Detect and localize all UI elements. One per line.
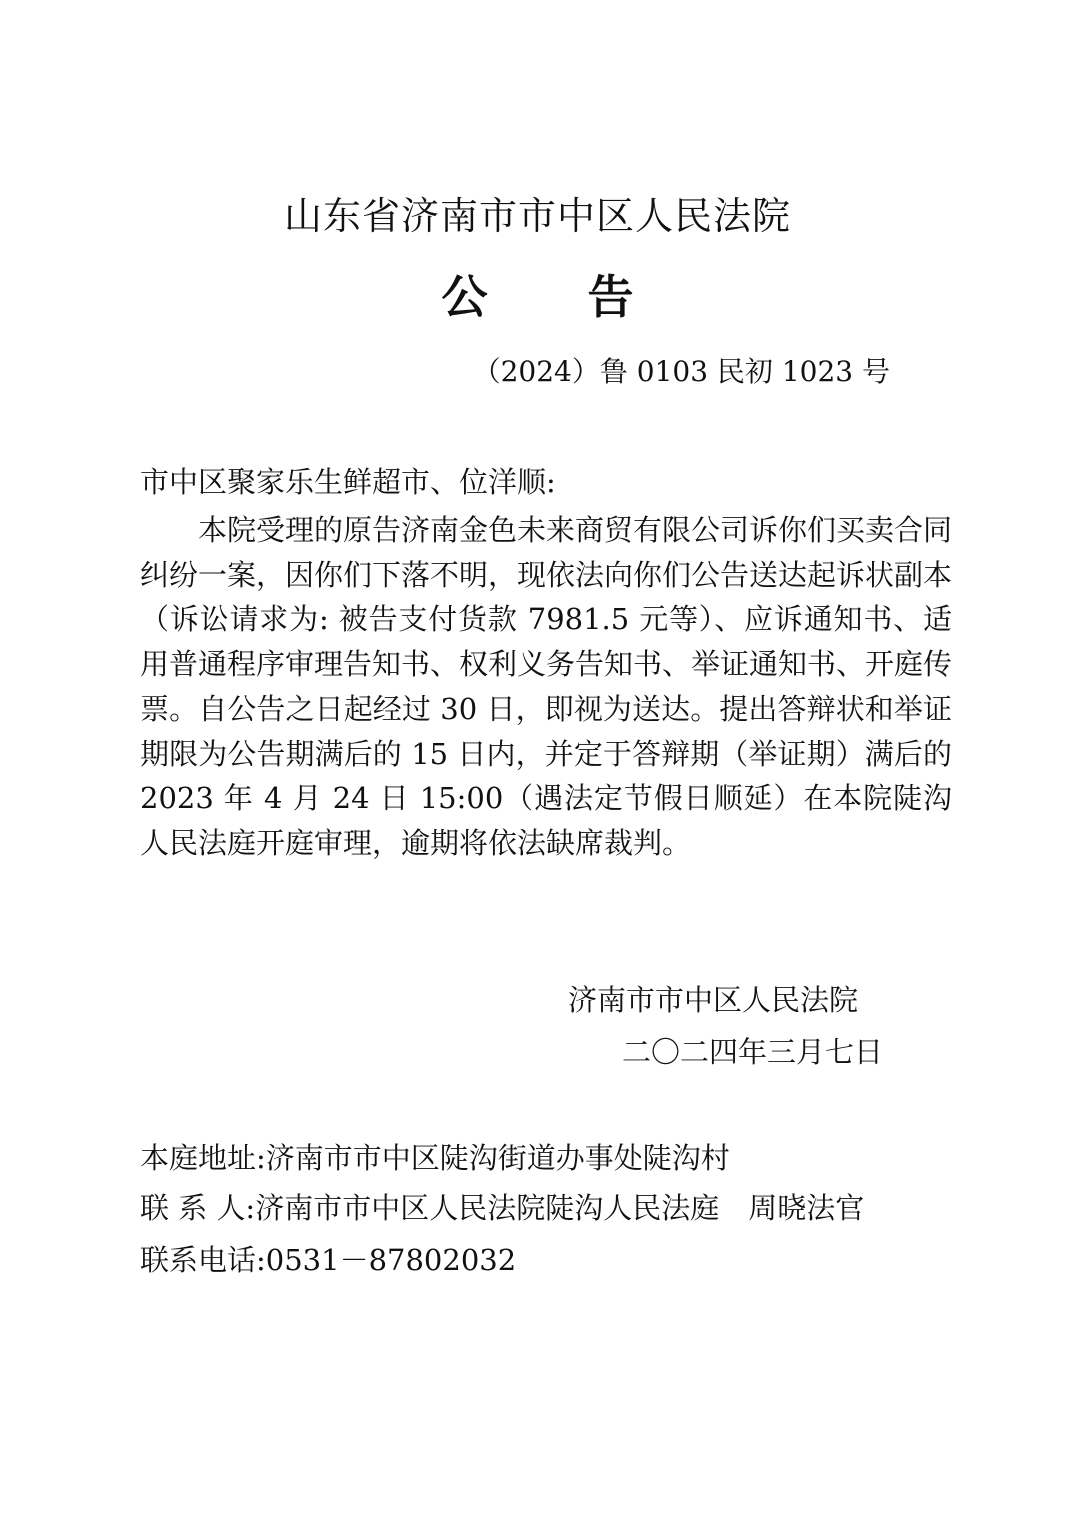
contact-phone bbox=[140, 1240, 516, 1280]
person-label: 联 系 人: bbox=[140, 1191, 256, 1225]
case-number: （2024）鲁 0103 民初 1023 号 bbox=[472, 355, 890, 388]
notice-title bbox=[0, 268, 1075, 326]
signature-date: 二〇二四年三月七日 bbox=[622, 1035, 884, 1069]
address-value: 济南市市中区陡沟街道办事处陡沟村 bbox=[265, 1141, 730, 1175]
contact-person bbox=[140, 1188, 864, 1228]
person-value: 济南市市中区人民法院陡沟人民法庭 周晓法官 bbox=[255, 1191, 865, 1225]
contact-address bbox=[140, 1138, 730, 1178]
phone-label: 联系电话: bbox=[140, 1243, 266, 1277]
court-title: 山东省济南市市中区人民法院 bbox=[283, 194, 791, 238]
signature-court: 济南市市中区人民法院 bbox=[568, 983, 859, 1017]
phone-value: 0531－87802032 bbox=[265, 1243, 517, 1277]
notice-title-char-1: 公 bbox=[441, 270, 488, 324]
recipients: 市中区聚家乐生鲜超市、位洋顺: bbox=[140, 465, 556, 499]
notice-body-paragraph: 本院受理的原告济南金色未来商贸有限公司诉你们买卖合同纠纷一案，因你们下落不明，现依法向你们公告送达起诉状副本（诉讼请求为: 被告支付货款 7981.5 元等）、应诉通知书、适用普通程序审理告知书、权利义务告知书、举证通知书、开庭传票。自公告之日起经过 30 日，即视为送达。提出答辩状和举证期限为公告期满后的 15 日内，并定于答辩期（举证期）满后的 2023 年 4 月 24 日 15:00（遇法定节假日顺延）在本院陡沟人民法庭开庭审理，逾期将依法缺席裁判。 bbox=[140, 513, 953, 860]
address-label: 本庭地址: bbox=[140, 1141, 266, 1175]
notice-title-char-2: 告 bbox=[587, 270, 634, 324]
